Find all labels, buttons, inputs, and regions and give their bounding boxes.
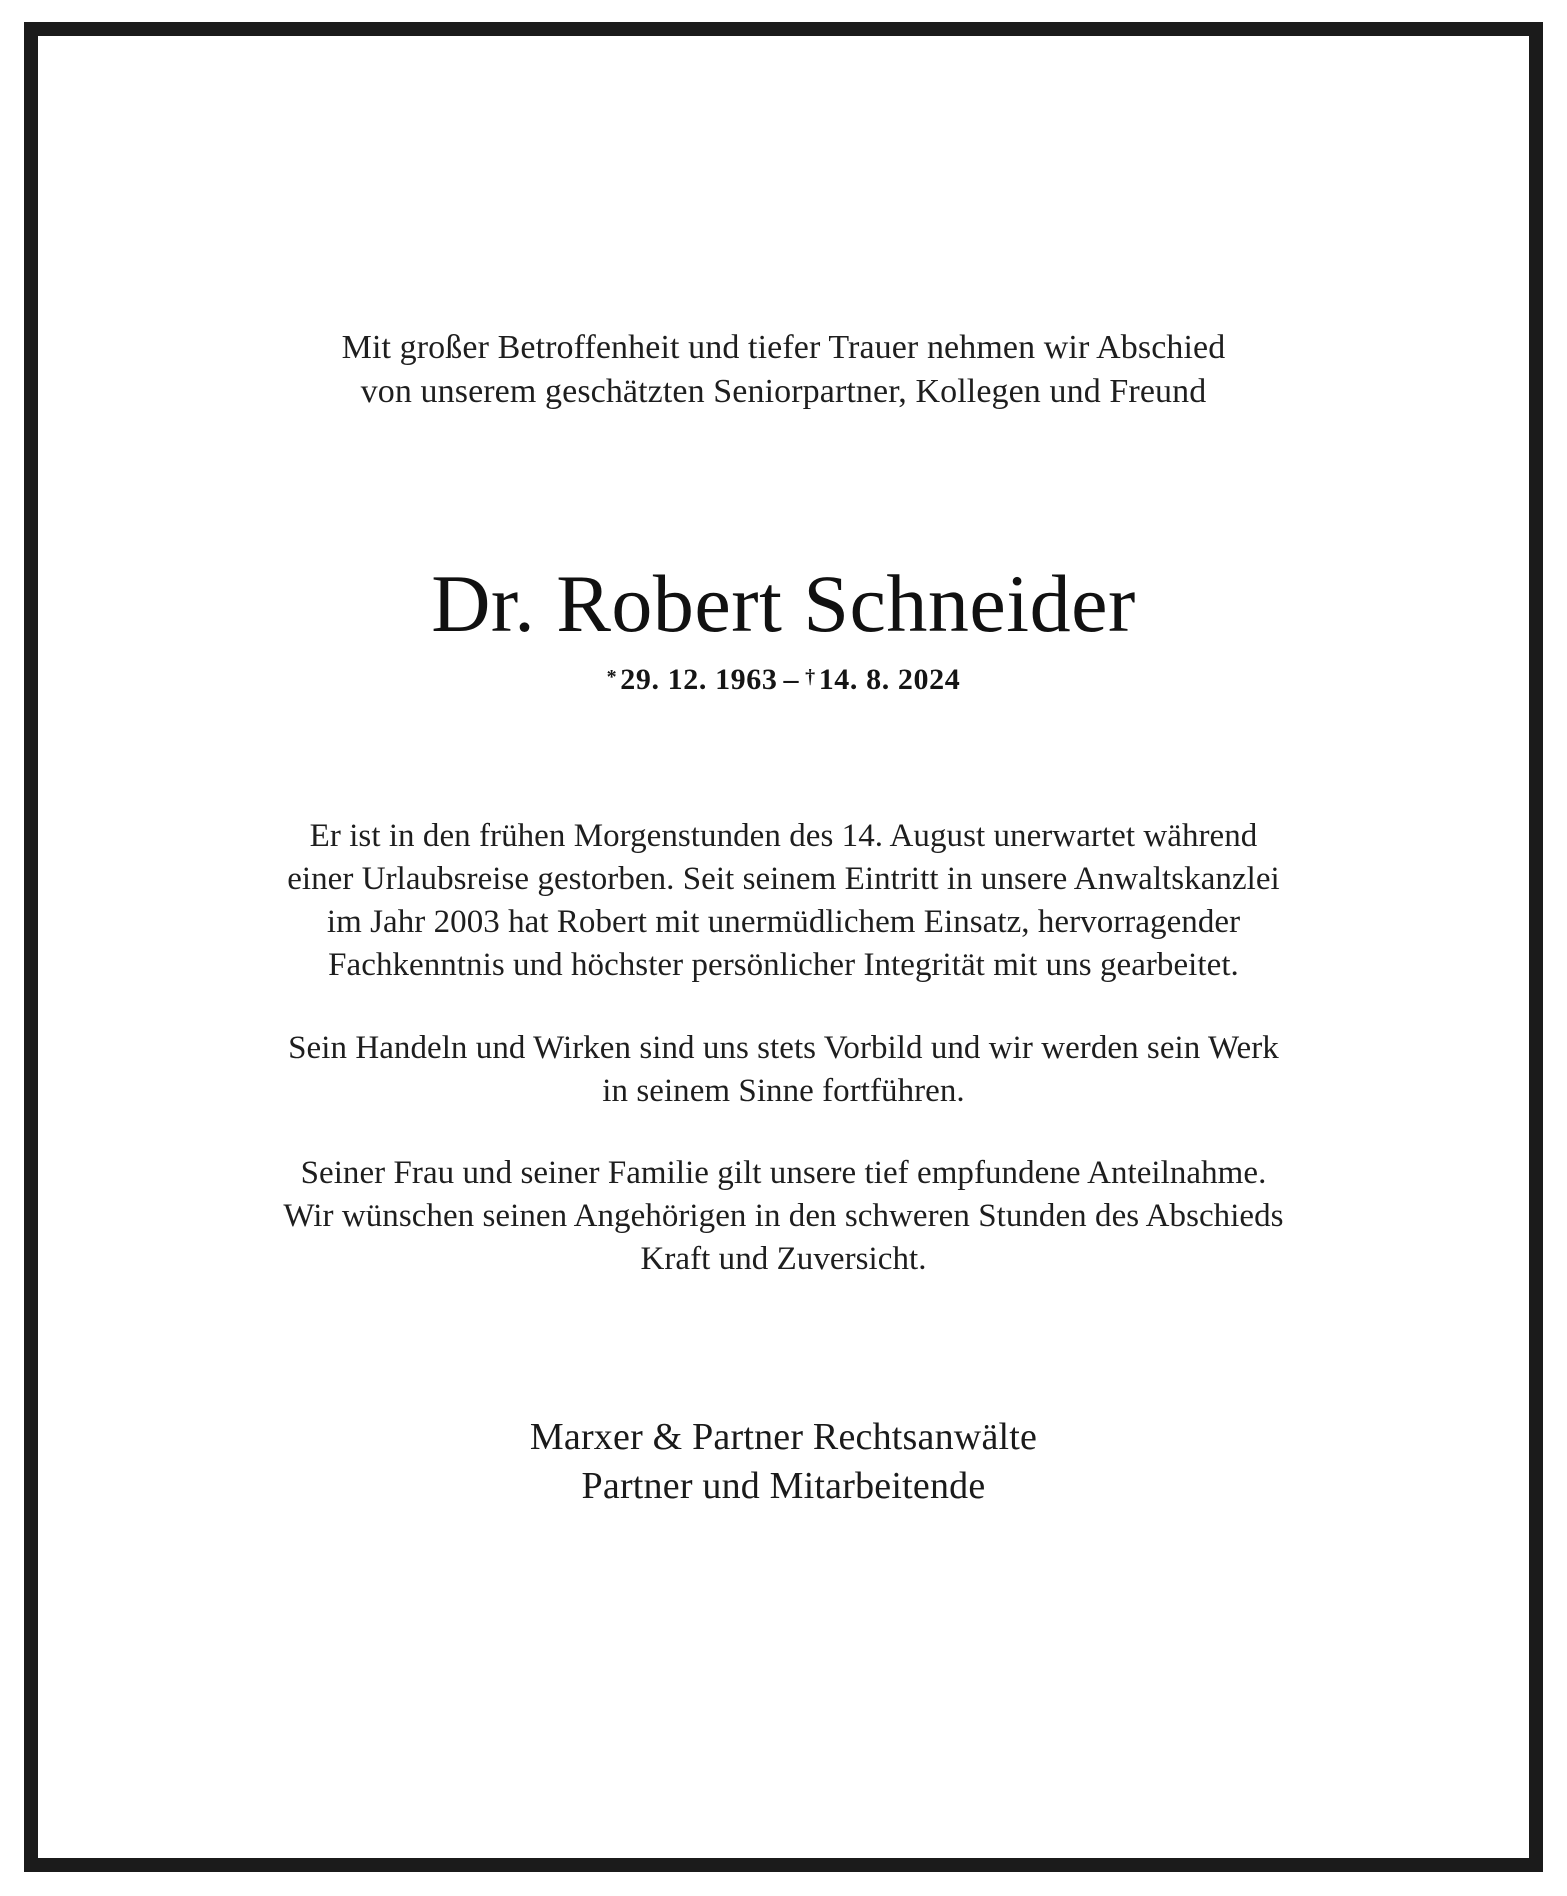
date-separator: –	[783, 663, 800, 697]
death-symbol: †	[805, 666, 816, 689]
paragraph-3	[283, 1152, 1283, 1281]
paragraph-1-line-3: im Jahr 2003 hat Robert mit unermüdlichem Einsatz, hervorragender	[326, 903, 1241, 940]
birth-symbol: *	[606, 666, 618, 689]
paragraph-1-line-1: Er ist in den frühen Morgenstunden des 14. August unerwartet während	[309, 818, 1258, 855]
paragraph-2	[283, 1027, 1283, 1113]
signature-firm: Marxer & Partner Rechtsanwälte	[529, 1416, 1038, 1459]
signature-subtitle: Partner und Mitarbeitende	[581, 1464, 986, 1507]
obituary-body	[283, 815, 1283, 1281]
life-dates	[607, 663, 961, 697]
paragraph-3-line-2: Wir wünschen seinen Angehörigen in den schweren Stunden des Abschieds	[283, 1198, 1284, 1235]
paragraph-2-line-1: Sein Handeln und Wirken sind uns stets Vorbild und wir werden sein Werk	[288, 1029, 1279, 1066]
paragraph-3-line-1: Seiner Frau und seiner Familie gilt unsere tief empfundene Anteilnahme.	[300, 1155, 1267, 1192]
signature-block	[530, 1413, 1037, 1510]
obituary-notice	[24, 22, 1543, 1872]
intro-text	[342, 326, 1226, 413]
paragraph-2-line-2: in seinem Sinne fortführen.	[602, 1072, 965, 1109]
birth-date: 29. 12. 1963	[620, 663, 778, 697]
death-date: 14. 8. 2024	[818, 663, 961, 697]
intro-line-2: von unserem geschätzten Seniorpartner, Kollegen und Freund	[360, 372, 1207, 410]
paragraph-3-line-3: Kraft und Zuversicht.	[640, 1241, 927, 1278]
paragraph-1	[283, 815, 1283, 987]
deceased-name: Dr. Robert Schneider	[431, 558, 1136, 650]
paragraph-1-line-4: Fachkenntnis und höchster persönlicher Integrität mit uns gearbeitet.	[328, 946, 1239, 983]
intro-line-1: Mit großer Betroffenheit und tiefer Trauer nehmen wir Abschied	[341, 329, 1226, 366]
paragraph-1-line-2: einer Urlaubsreise gestorben. Seit seinem Eintritt in unsere Anwaltskanzlei	[287, 861, 1280, 898]
